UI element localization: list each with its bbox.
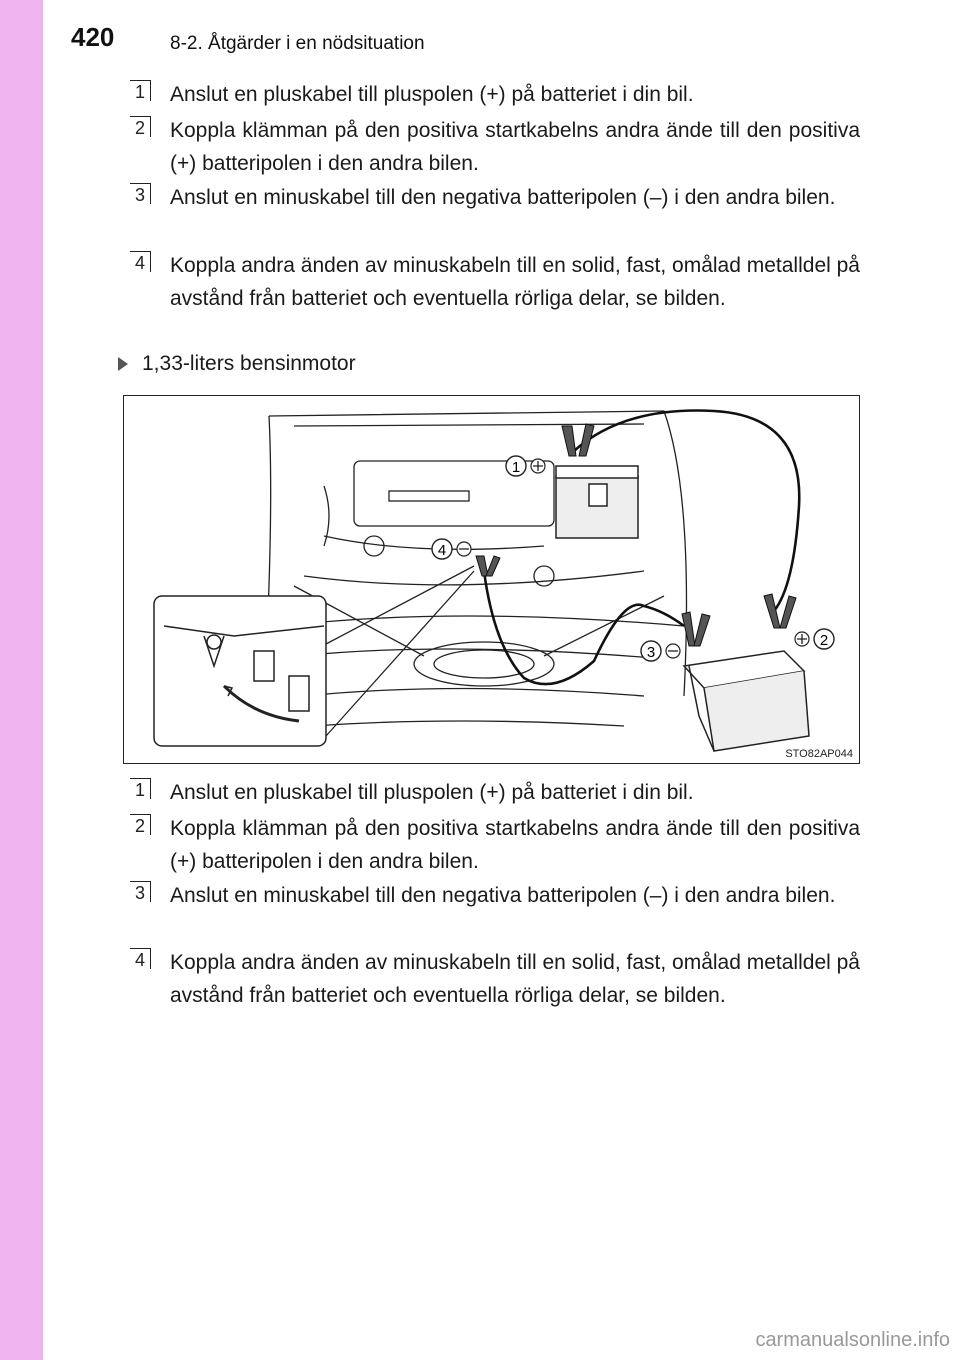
step-top-4 xyxy=(130,249,860,315)
engine-subheading: 1,33-liters bensinmotor xyxy=(118,352,356,376)
step-number: 1 xyxy=(130,80,151,101)
step-text: Anslut en pluskabel till pluspolen (+) på batteriet i din bil. xyxy=(170,781,694,804)
step-text: Koppla klämman på den positiva startkabelns andra ände till den positiva (+) batteripolen i den andra bilen. xyxy=(170,119,860,175)
page-number: 420 xyxy=(71,22,115,52)
step-bottom-3 xyxy=(130,879,860,912)
step-text: Koppla andra änden av minuskabeln till en solid, fast, omålad metalldel på avstånd från batteriet och eventuella rörliga delar, se bilden. xyxy=(170,951,860,1007)
callout-2 xyxy=(795,629,834,649)
step-number: 3 xyxy=(130,183,151,204)
step-number: 4 xyxy=(130,948,151,969)
step-number: 3 xyxy=(130,881,151,902)
step-text: Anslut en minuskabel till den negativa batteripolen (–) i den andra bilen. xyxy=(170,884,836,907)
step-top-2 xyxy=(130,114,860,180)
svg-text:2: 2 xyxy=(819,632,829,649)
step-top-1 xyxy=(130,78,860,111)
callout-3 xyxy=(641,641,680,661)
step-top-3 xyxy=(130,181,860,214)
step-bottom-2 xyxy=(130,812,860,878)
step-bottom-1 xyxy=(130,776,860,809)
step-bottom-4 xyxy=(130,946,860,1012)
step-number: 4 xyxy=(130,251,151,272)
step-text: Anslut en pluskabel till pluspolen (+) på batteriet i din bil. xyxy=(170,83,694,106)
chapter-title: 8-2. Åtgärder i en nödsituation xyxy=(170,33,425,54)
callout-1 xyxy=(506,456,545,476)
step-number: 2 xyxy=(130,814,151,835)
engine-bay-drawing xyxy=(124,396,861,765)
chapter-side-tab xyxy=(0,0,43,1360)
step-text: Koppla andra änden av minuskabeln till en solid, fast, omålad metalldel på avstånd från batteriet och eventuella rörliga delar, se bilden. xyxy=(170,254,860,310)
step-text: Koppla klämman på den positiva startkabelns andra ände till den positiva (+) batteripolen i den andra bilen. xyxy=(170,817,860,873)
step-text: Anslut en minuskabel till den negativa batteripolen (–) i den andra bilen. xyxy=(170,186,836,209)
svg-text:3: 3 xyxy=(646,644,656,661)
step-number: 1 xyxy=(130,778,151,799)
triangle-bullet-icon xyxy=(118,357,128,371)
jump-start-illustration xyxy=(123,395,860,764)
step-number: 2 xyxy=(130,116,151,137)
footer-watermark: carmanualsonline.info xyxy=(755,1329,950,1351)
svg-text:4: 4 xyxy=(437,542,447,559)
figure-code: STO82AP044 xyxy=(785,748,853,760)
svg-text:1: 1 xyxy=(511,459,521,476)
callout-4 xyxy=(432,539,471,559)
